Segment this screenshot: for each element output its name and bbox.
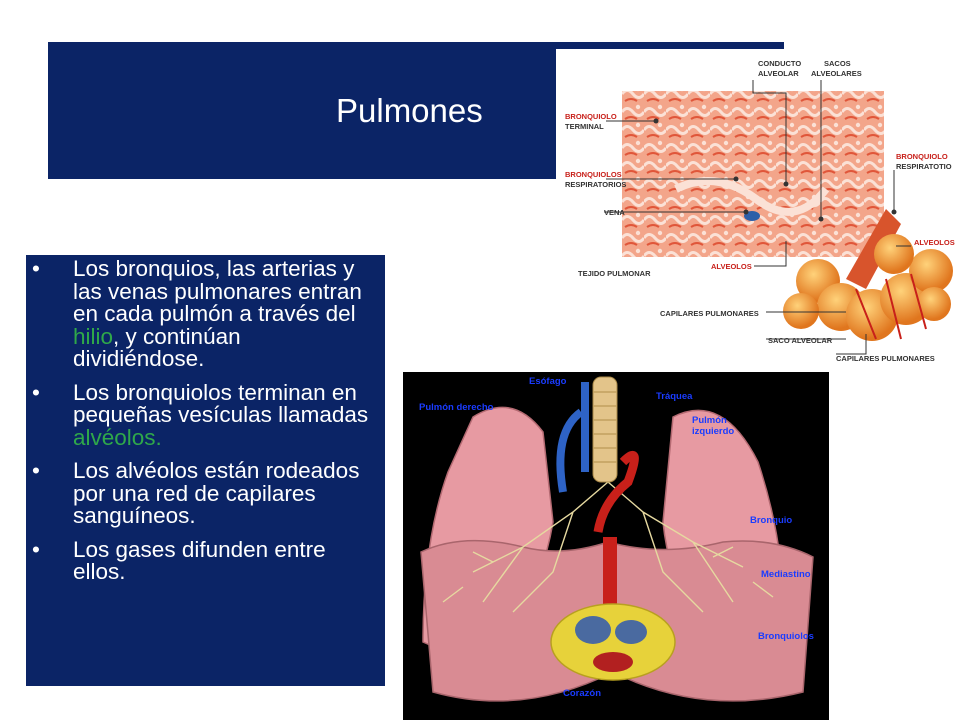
label-bronquio: Bronquio	[750, 515, 793, 526]
label-capilares-1: CAPILARES PULMONARES	[660, 309, 759, 318]
label-respiratotio: RESPIRATOTIO	[896, 162, 952, 171]
highlight-term: alvéolos.	[73, 424, 162, 450]
label-corazon: Corazón	[563, 688, 601, 699]
label-vena: VENA	[604, 208, 625, 217]
label-bronquiolo-terminal: BRONQUIOLO	[565, 112, 617, 121]
label-bronquiolos: Bronquiolos	[758, 631, 814, 642]
label-pulmon-izq-1: Pulmón	[692, 415, 727, 426]
label-bronquiolos-resp: BRONQUIOLOS	[565, 170, 622, 179]
slide-title: Pulmones	[336, 92, 483, 129]
label-pulmon-izq-2: izquierdo	[692, 426, 735, 437]
label-saco: SACO ALVEOLAR	[768, 336, 833, 345]
label-traquea: Tráquea	[656, 391, 693, 402]
bullet-item: • Los gases difunden entre ellos.	[32, 536, 326, 584]
label-alveolos-2: ALVEOLOS	[914, 238, 955, 247]
bullet-item: • Los alvéolos están rodeados por una red de capilares sanguíneos.	[32, 458, 360, 528]
bullet-item: • Los bronquiolos terminan en pequeñas vesículas llamadas alvéolos.	[32, 379, 369, 450]
bullet-item: • Los bronquios, las arterias y las venas pulmonares entran en cada pulmón a través del hilio, y continúan dividiéndose.	[32, 256, 362, 371]
label-sacos: SACOS	[824, 59, 851, 68]
label-mediastino: Mediastino	[761, 569, 811, 580]
lungs-anatomy-diagram	[403, 372, 829, 720]
label-respiratorios: RESPIRATORIOS	[565, 180, 627, 189]
bullet-list	[28, 258, 376, 595]
label-conducto: CONDUCTO	[758, 59, 802, 68]
label-terminal: TERMINAL	[565, 122, 604, 131]
label-alveolares: ALVEOLARES	[811, 69, 862, 78]
label-bronquiolo-resp: BRONQUIOLO	[896, 152, 948, 161]
label-pulmon-derecho: Pulmón derecho	[419, 402, 494, 413]
highlight-term: hilio	[73, 323, 114, 349]
label-capilares-2: CAPILARES PULMONARES	[836, 354, 935, 363]
label-alveolar: ALVEOLAR	[758, 69, 799, 78]
label-alveolos-1: ALVEOLOS	[711, 262, 752, 271]
label-tejido: TEJIDO PULMONAR	[578, 269, 651, 278]
label-esofago: Esófago	[529, 376, 567, 387]
vein-shape	[560, 382, 585, 492]
lung-tissue-diagram	[556, 49, 960, 368]
tissue-block	[622, 91, 884, 257]
